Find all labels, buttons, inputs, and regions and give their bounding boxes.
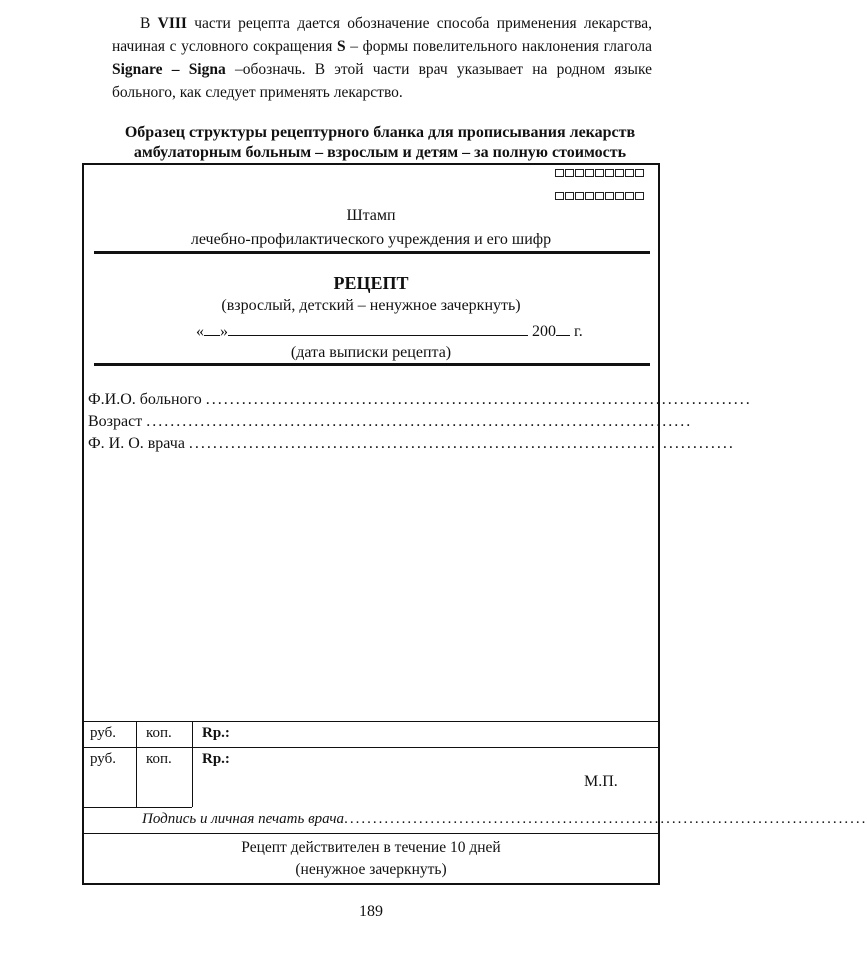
intro-text: части рецепта дается обозначение способа применения лекарства, начиная с условного сокращения [112, 15, 652, 55]
heading-line: амбулаторным больным – взрослым и детям – за полную стоимость [133, 144, 627, 161]
col-divider [192, 721, 193, 807]
row-divider [84, 721, 658, 722]
intro-text: – формы повелительного наклонения глагола [345, 38, 652, 55]
intro-paragraph [112, 12, 652, 104]
age-field: Возраст ........................................................................................... [88, 413, 693, 430]
row-divider [84, 833, 658, 834]
fill-dots: ........................................................................................... [344, 811, 867, 827]
strike-note: (ненужное зачеркнуть) [295, 861, 447, 878]
form-type: (взрослый, детский – ненужное зачеркнуть) [221, 297, 521, 314]
kop-label: коп. [146, 751, 172, 767]
kop-label: коп. [146, 725, 172, 741]
divider [94, 251, 650, 254]
month-blank [228, 321, 528, 336]
day-blank [204, 321, 220, 336]
institution-label: лечебно-профилактического учреждения и его шифр [190, 231, 552, 248]
date-caption: (дата выписки рецепта) [290, 344, 452, 361]
date-row: « » 200 г. [196, 323, 583, 340]
seal-mark: М.П. [584, 773, 618, 790]
intro-text: В [140, 15, 158, 32]
fill-dots: ........................................................................................... [146, 413, 693, 430]
part-number: VIII [157, 15, 187, 32]
latin-verb: Signare – Signa [112, 61, 226, 78]
code-cells [555, 192, 644, 200]
signature-line: Подпись и личная печать врача........................................................................................... [142, 811, 867, 827]
stamp-label: Штамп [346, 207, 396, 224]
doctor-field: Ф. И. О. врача ........................................................................................... [88, 435, 735, 452]
section-heading [80, 123, 680, 163]
row-divider [84, 747, 658, 748]
rp-label: Rp.: [202, 725, 230, 741]
row-divider [84, 807, 192, 808]
rp-label: Rp.: [202, 751, 230, 767]
prescription-form [82, 163, 867, 885]
form-title: РЕЦЕПТ [333, 273, 409, 293]
code-cells [555, 169, 644, 177]
rub-label: руб. [90, 725, 116, 741]
fill-dots: ........................................................................................... [188, 435, 735, 452]
col-divider [136, 721, 137, 807]
year-prefix: 200 [532, 323, 556, 340]
validity-note: Рецепт действителен в течение 10 дней [241, 839, 501, 856]
abbreviation: S [336, 38, 346, 55]
year-blank [556, 321, 570, 336]
intro-text: –обозначь. В этой части врач указывает на родном языке больного, как следует применять лекарство. [112, 61, 652, 101]
rub-label: руб. [90, 751, 116, 767]
page-number: 189 [359, 903, 383, 920]
heading-line: Образец структуры рецептурного бланка для прописывания лекарств [124, 124, 636, 141]
fill-dots: ........................................................................................... [205, 391, 752, 408]
divider [94, 363, 650, 366]
patient-field: Ф.И.О. больного ........................................................................................... [88, 391, 752, 408]
